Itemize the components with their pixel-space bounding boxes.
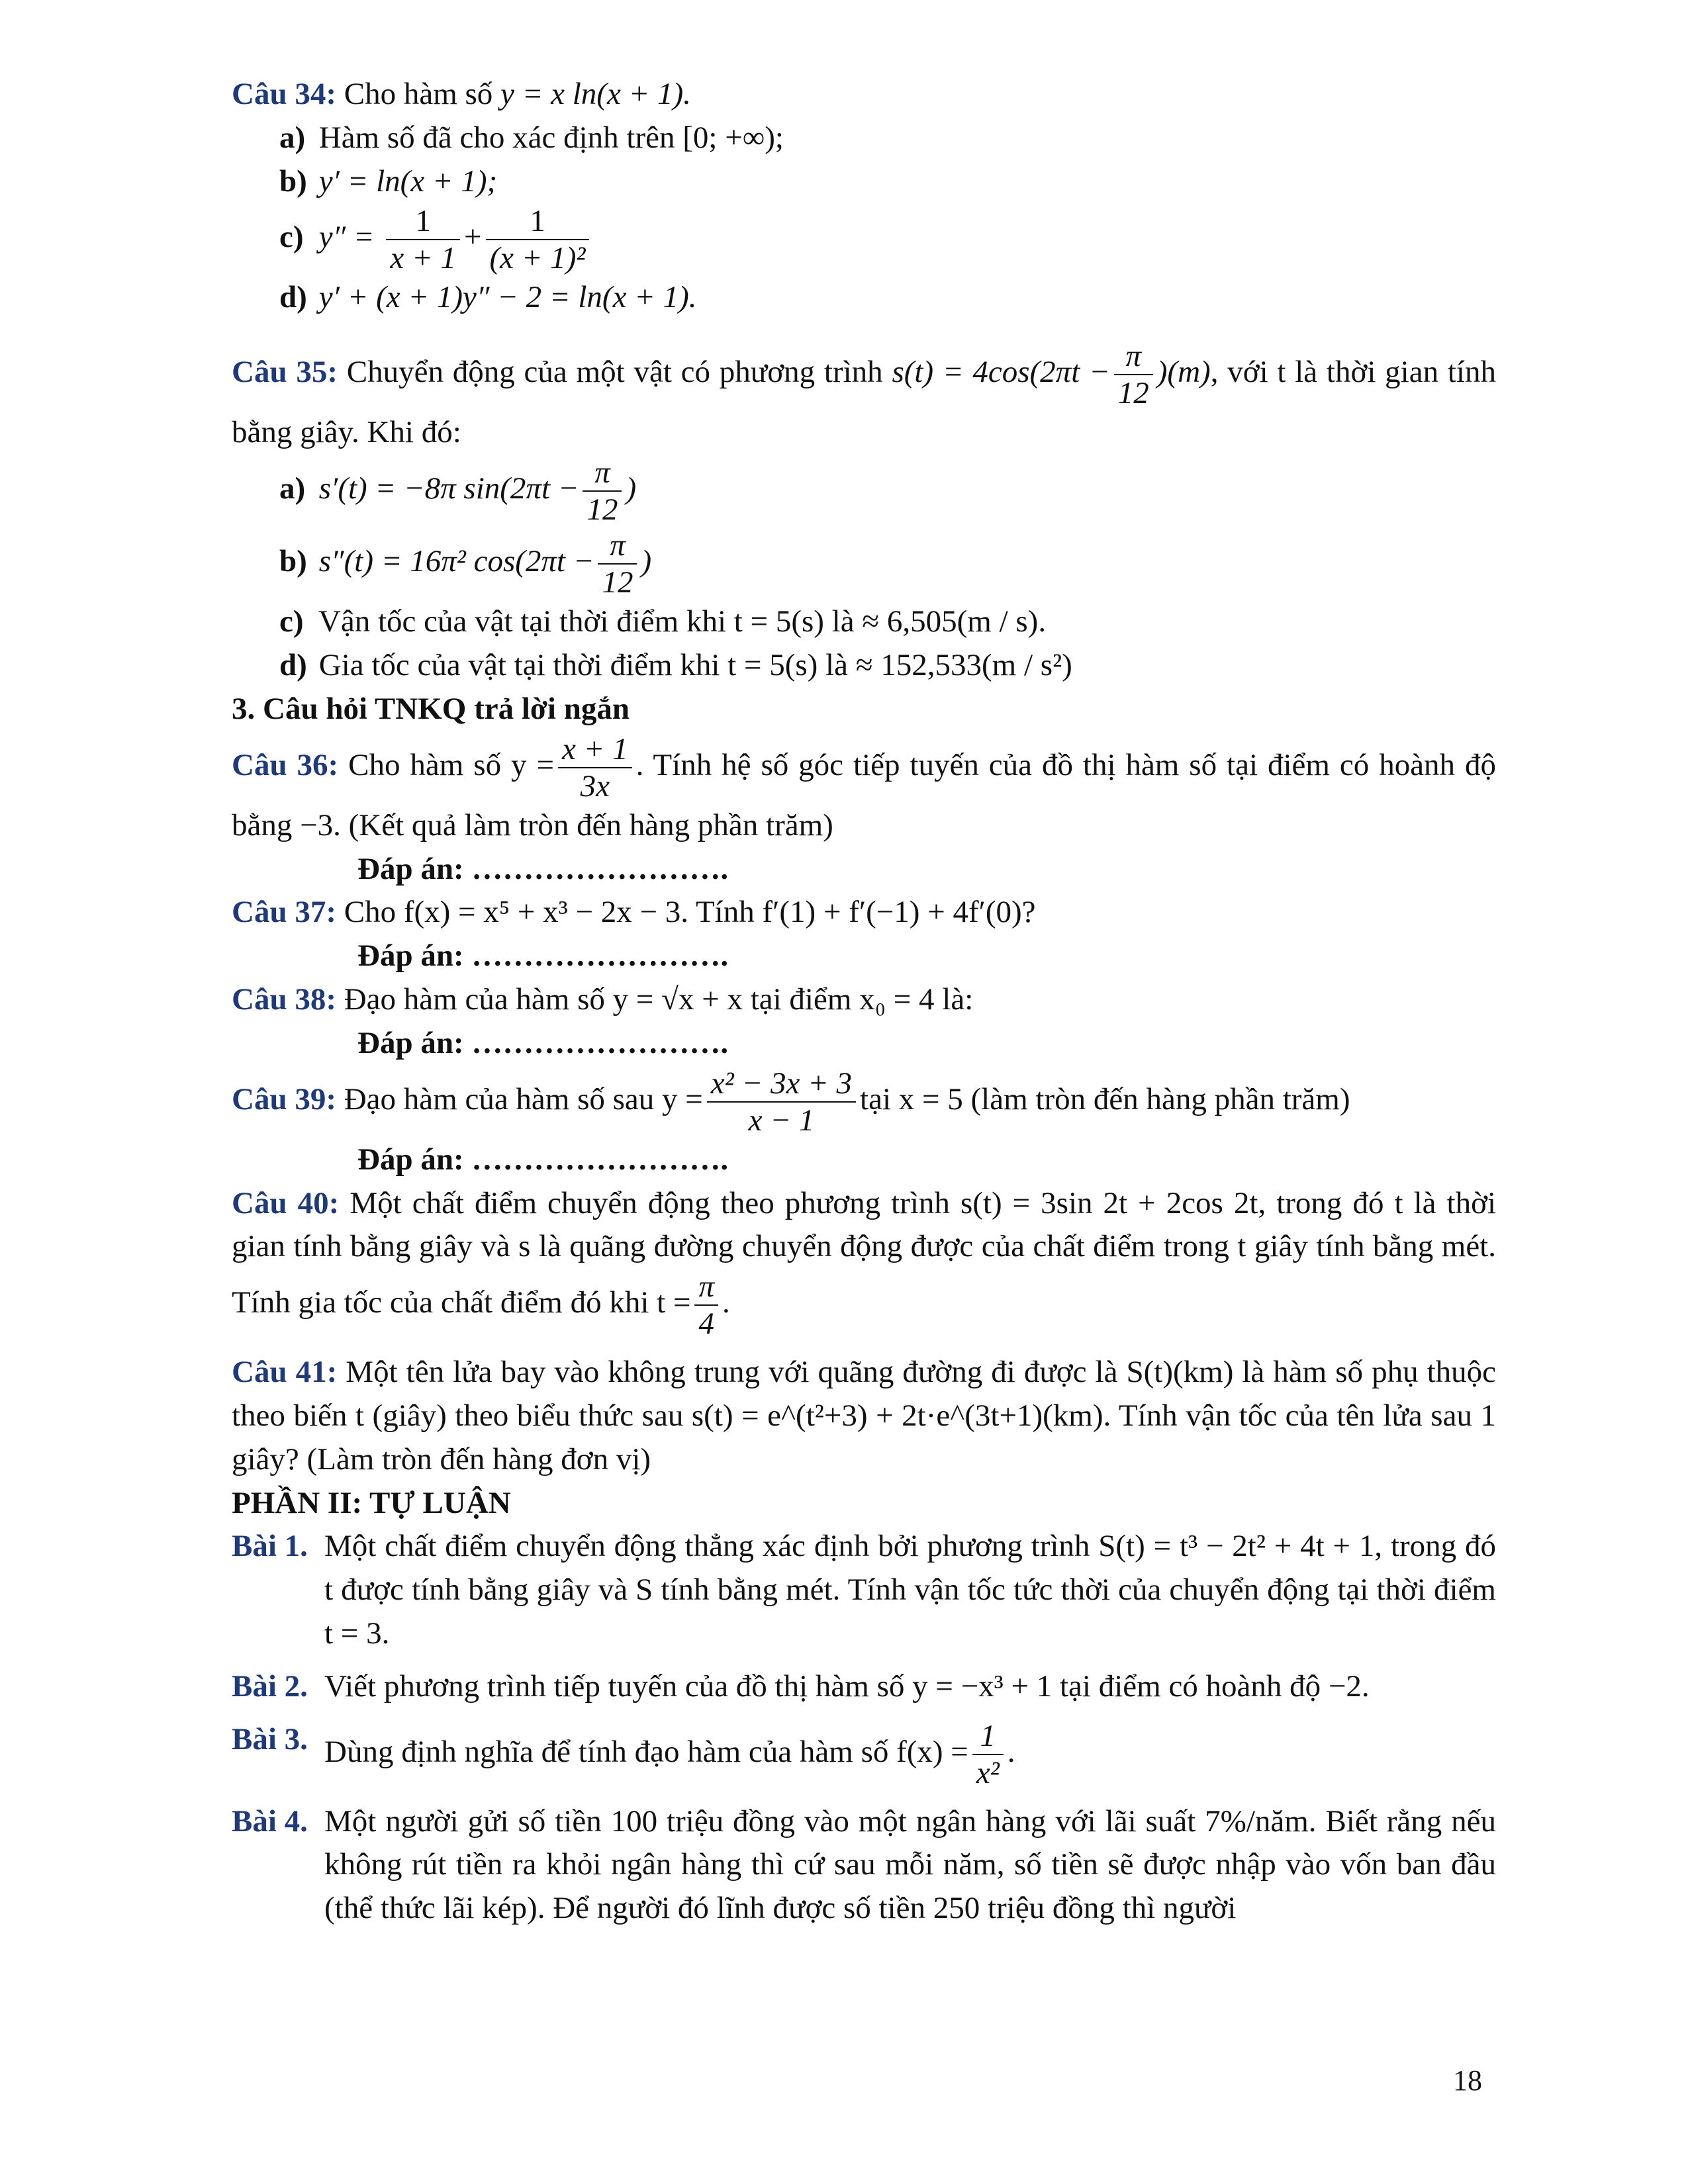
- exercise-text: Một chất điểm chuyển động thẳng xác định bởi phương trình S(t) = t³ − 2t² + 4t + 1, trong đó t được tính bằng giây và S tính bằng mét. Tính vận tốc tức thời của chuyển động tại thời điểm t = 3.: [324, 1529, 1496, 1651]
- numerator: π: [583, 455, 622, 492]
- exercise-label: Bài 2.: [232, 1668, 308, 1704]
- option-key: d): [279, 648, 307, 683]
- option-key: c): [279, 604, 304, 639]
- fraction: [694, 1269, 718, 1342]
- denominator: x + 1: [390, 241, 456, 276]
- option-math-end: ): [641, 544, 652, 579]
- option-math: s″(t) = 16π² cos(2πt −: [318, 544, 594, 579]
- option-a: [232, 116, 1496, 160]
- fraction: [386, 203, 460, 276]
- option-text: Gia tốc của vật tại thời điểm khi t = 5(s) là ≈ 152,533(m / s²): [318, 648, 1072, 683]
- section-heading: 3. Câu hỏi TNKQ trả lời ngắn: [232, 691, 630, 726]
- numerator: 1: [972, 1718, 1004, 1755]
- answer-line: Đáp án: …………………….: [357, 851, 729, 886]
- formula: s(t) = 4cos(2πt −: [892, 355, 1110, 390]
- option-math: y′ = ln(x + 1);: [318, 163, 498, 199]
- question-text: Đạo hàm của hàm số sau y =: [344, 1081, 703, 1116]
- question-label: Câu 39:: [232, 1081, 336, 1116]
- option-key: c): [279, 220, 304, 255]
- option-c: [232, 203, 1496, 276]
- exercise-text: Một người gửi số tiền 100 triệu đồng vào một ngân hàng với lãi suất 7%/năm. Biết rằng nếu không rút tiền ra khỏi ngân hàng thì cứ sau mỗi năm, số tiền sẽ được nhập vào vốn ban đầu (thể thức lãi kép). Để người đó lĩnh được số tiền 250 triệu đồng thì người: [324, 1803, 1496, 1926]
- question-36: [232, 731, 1496, 848]
- question-37: [232, 891, 1496, 934]
- question-text: Một tên lửa bay vào không trung với quãng đường đi được là S(t)(km) là hàm số phụ thuộc theo biến t (giây) theo biểu thức sau s(t) = e^(t²+3) + 2t·e^(3t+1)(km). Tính vận tốc của tên lửa sau 1 giây? (Làm tròn đến hàng đơn vị): [232, 1355, 1497, 1477]
- page-content: [232, 73, 1496, 1931]
- option-math: [0; +∞);: [682, 120, 784, 155]
- fraction: [583, 455, 622, 527]
- question-label: Câu 38:: [232, 982, 336, 1017]
- plus-sign: +: [463, 220, 482, 255]
- question-label: Câu 40:: [232, 1185, 340, 1220]
- question-34: [232, 73, 1496, 116]
- question-label: Câu 34:: [232, 77, 336, 111]
- question-text: Chuyển động của một vật có phương trình: [346, 355, 883, 390]
- denominator: 12: [1117, 376, 1149, 411]
- exercise-label: Bài 1.: [232, 1529, 308, 1564]
- exercise-2: [232, 1665, 1496, 1709]
- denominator: (x + 1)²: [489, 241, 586, 276]
- question-text: , với t là thời gian tính bằng giây. Khi đó:: [232, 355, 1496, 450]
- fraction: [1114, 338, 1153, 411]
- denominator: x − 1: [748, 1103, 815, 1138]
- question-text: Đạo hàm của hàm số y = √x + x tại điểm x₀ = 4 là:: [344, 982, 974, 1017]
- exercise-1: [232, 1525, 1496, 1655]
- question-text: Cho hàm số: [344, 77, 493, 111]
- option-key: b): [279, 163, 307, 199]
- formula: y = x ln(x + 1).: [500, 77, 691, 111]
- numerator: x + 1: [558, 731, 632, 768]
- question-text: Một chất điểm chuyển động theo phương trình s(t) = 3sin 2t + 2cos 2t, trong đó t là thời gian tính bằng giây và s là quãng đường chuyển động được của chất điểm trong t giây tính bằng mét. Tính gia tốc của chất điểm đó khi t =: [232, 1185, 1497, 1320]
- fraction: [972, 1718, 1004, 1791]
- option-math-end: ): [626, 471, 637, 506]
- option-d: [232, 276, 1496, 320]
- option-b: [232, 527, 1496, 600]
- numerator: π: [694, 1269, 718, 1306]
- question-38: [232, 978, 1496, 1022]
- question-35: [232, 338, 1496, 455]
- numerator: 1: [386, 203, 460, 240]
- denominator: 4: [698, 1306, 714, 1342]
- option-key: d): [279, 280, 307, 315]
- question-label: Câu 35:: [232, 355, 338, 390]
- option-b: [232, 160, 1496, 204]
- numerator: π: [1114, 338, 1153, 375]
- exercise-text: .: [1007, 1734, 1015, 1769]
- option-d: [232, 644, 1496, 688]
- question-text: tại x = 5 (làm tròn đến hàng phần trăm): [860, 1081, 1350, 1116]
- fraction: [558, 731, 632, 804]
- denominator: 3x: [580, 768, 610, 803]
- part-heading: PHẦN II: TỰ LUẬN: [232, 1485, 511, 1520]
- option-math: y′ + (x + 1)y″ − 2 = ln(x + 1).: [318, 280, 697, 315]
- question-text: . Tính hệ số góc tiếp tuyến của đồ thị hàm số tại điểm có hoành độ bằng −3. (Kết quả làm tròn đến hàng phần trăm): [232, 747, 1497, 842]
- answer-line: Đáp án: …………………….: [357, 938, 729, 974]
- question-text: .: [722, 1285, 730, 1320]
- option-a: [232, 455, 1496, 527]
- option-c: [232, 600, 1496, 644]
- fraction: [486, 203, 590, 276]
- answer-line: Đáp án: …………………….: [357, 1025, 729, 1060]
- numerator: 1: [486, 203, 590, 240]
- fraction: [707, 1066, 856, 1138]
- question-label: Câu 36:: [232, 747, 339, 782]
- option-key: a): [279, 471, 306, 506]
- page-number: 18: [1453, 2064, 1482, 2097]
- denominator: x²: [976, 1755, 1000, 1790]
- formula-end: )(m): [1156, 355, 1211, 390]
- exercise-label: Bài 4.: [232, 1803, 308, 1839]
- option-key: a): [279, 120, 306, 155]
- question-text: Cho hàm số y =: [348, 747, 554, 782]
- numerator: π: [598, 527, 637, 565]
- exercise-3: [232, 1718, 1496, 1791]
- exercise-body: [324, 1718, 1496, 1791]
- option-text: Vận tốc của vật tại thời điểm khi t = 5(s) là ≈ 6,505(m / s).: [318, 604, 1047, 639]
- denominator: 12: [602, 565, 633, 600]
- option-text: Hàm số đã cho xác định trên: [318, 120, 675, 155]
- exercise-label: Bài 3.: [232, 1721, 308, 1756]
- exercise-text: Viết phương trình tiếp tuyến của đồ thị hàm số y = −x³ + 1 tại điểm có hoành độ −2.: [324, 1668, 1370, 1704]
- option-key: b): [279, 544, 307, 579]
- numerator: x² − 3x + 3: [707, 1066, 856, 1103]
- exercise-4: [232, 1800, 1496, 1931]
- question-39: [232, 1066, 1496, 1138]
- answer-line: Đáp án: …………………….: [357, 1142, 729, 1177]
- question-41: [232, 1351, 1496, 1481]
- fraction: [598, 527, 637, 600]
- question-40: [232, 1182, 1496, 1342]
- question-text: Cho f(x) = x⁵ + x³ − 2x − 3. Tính f′(1) + f′(−1) + 4f′(0)?: [344, 895, 1036, 930]
- denominator: 12: [586, 492, 618, 527]
- question-label: Câu 37:: [232, 895, 336, 930]
- option-math: s′(t) = −8π sin(2πt −: [318, 471, 579, 506]
- exercise-text: Dùng định nghĩa để tính đạo hàm của hàm số f(x) =: [324, 1734, 968, 1769]
- question-label: Câu 41:: [232, 1355, 338, 1390]
- option-math: y″ =: [318, 220, 375, 255]
